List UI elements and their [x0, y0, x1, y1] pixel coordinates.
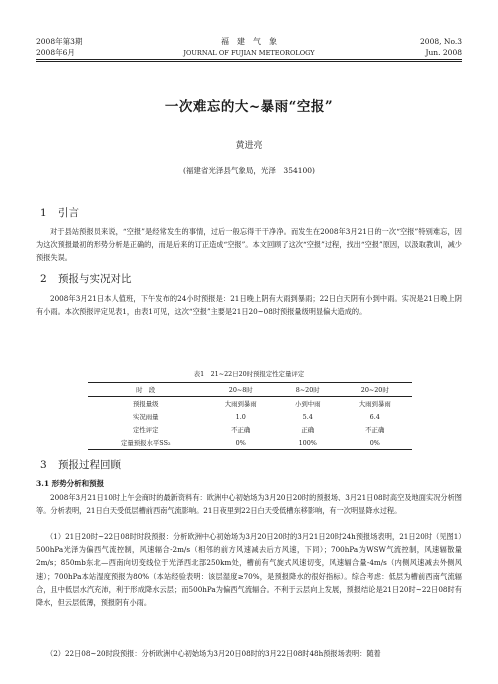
section-1-heading [40, 205, 79, 220]
month-label-cn: 2008年6月 [36, 48, 75, 57]
table-cell: 预报量级 [132, 400, 159, 408]
journal-name-en: JOURNAL OF FUJIAN METEOROLOGY [183, 49, 315, 57]
table-header-cell: 20~20时 [338, 383, 412, 397]
section-3-paragraph-3: （2）22日08~20时段预报：分析欧洲中心初始场为3月20日08时的3月22日08时48h预报场表明：随着 [46, 649, 381, 658]
table-cell: 小到中雨 [294, 400, 321, 408]
section-1-paragraph: 对于县站预报员来说，“空报”是经常发生的事情，过后一般忘得干干净净。而发生在2008年3月21日的一次“空报”特别难忘，因为这次预报最初的形势分析是正确的，而是后来的订正造成“空报”。本文回顾了这次“空报”过程，找出“空报”原因，以汲取教训，减少预报失误。 [36, 227, 462, 263]
table-row [88, 410, 412, 423]
table-row [88, 397, 412, 411]
table-header-cell: 时 段 [88, 383, 204, 397]
section-2-paragraph: 2008年3月21日本人值班，下午发布的24小时预报是：21日晚上阴有大雨到暴雨；22日白天阴有小到中雨。实况是21日晚上阴有小雨。本次预报评定见表1，由表1可见，这次“空报”主要是21日20~08时预报量级明显偏大造成的。 [36, 294, 462, 317]
section-2-number: 2 [40, 273, 47, 285]
table-cell: 100% [278, 436, 338, 450]
table-cell: 不正确 [365, 426, 385, 434]
table-cell: 实况雨量 [132, 413, 159, 421]
table-header-cell: 8~20时 [278, 383, 338, 397]
subsection-3-1-heading: 3.1 形势分析和预报 [36, 479, 105, 488]
section-3-paragraph-1: 2008年3月21日10时上午会商时的最新资料有：欧洲中心初始场为3月20日20时的预报场、3月21日08时高空及地面实况分析图等。分析表明，21日白天受低层槽前西南气流影响。21日夜里到22日白天受低槽东移影响，有一次明显降水过程。 [36, 493, 462, 516]
table-cell: 大雨到暴雨 [224, 400, 257, 408]
section-1-title: 引言 [58, 207, 79, 219]
table-row [88, 436, 412, 450]
article-title: 一次难忘的大~暴雨“空报” [164, 99, 334, 115]
section-1-number: 1 [40, 207, 47, 219]
section-3-paragraph-2: （1）21日20时~22日08时时段预报：分析欧洲中心初始场为3月20日20时的3月21日20时24h预报场表明，21日20时（见图1）500hPa光泽为偏西气流控制，风速辐合-2m/s（相邻的前方风速减去后方风速，下同）；700hPa为WSW气流控制，风速辐散量2m/s；850mb东北—西南向切变线位于光泽西北部250km处，槽前有气旋式风速切变，风速辐合量-4m/s（内侧风速减去外侧风速）；700hPa本站湿度预报为80%（本站经验表明：该层湿度≥70%，是预报降水的很好指标）。综合考虑：低层为槽前西南气流辐合，且中低层水汽充沛，利于形成降水云层；而500hPa为偏西气流辐合。不利于云层向上发展，预报结论是21日20时~22日08时有降水，但云层低薄，预报阴有小雨。 [36, 532, 462, 608]
table-cell: 不正确 [231, 426, 251, 434]
table-cell: 0% [338, 436, 412, 450]
issue-label-cn: 2008年第3期 [36, 37, 83, 46]
month-label-en: Jun. 2008 [425, 48, 462, 57]
table-cell: 正确 [301, 426, 315, 434]
table-cell: 5.4 [302, 412, 313, 421]
journal-name-cn: 福 建 气 象 [221, 37, 277, 46]
section-3-number: 3 [40, 459, 47, 471]
article-affiliation: (福建省光泽县气象局，光泽 354100) [183, 166, 315, 175]
section-3-heading [40, 457, 121, 472]
table-cell: 定性评定 [132, 426, 159, 434]
section-2-heading [40, 271, 132, 286]
table-1-caption: 表1 21~22日20时预报定性定量评定 [193, 370, 305, 378]
table-cell: 0% [204, 436, 278, 450]
table-cell: 6.4 [369, 412, 380, 421]
header-rule-top [36, 59, 462, 60]
table-header-cell: 20~8时 [204, 383, 278, 397]
issue-label-en: 2008, No.3 [420, 37, 462, 46]
table-cell: 大雨到暴雨 [358, 400, 391, 408]
header-rule-bottom [36, 61, 462, 62]
table-row [88, 423, 412, 436]
table-cell: 定量预报水平SS₂ [88, 436, 204, 450]
evaluation-table [88, 382, 412, 450]
table-header-row [88, 383, 412, 397]
table-cell: 1.0 [235, 412, 246, 421]
section-2-title: 预报与实况对比 [58, 273, 132, 285]
article-author: 黄进亮 [235, 141, 263, 151]
section-3-title: 预报过程回顾 [58, 459, 121, 471]
